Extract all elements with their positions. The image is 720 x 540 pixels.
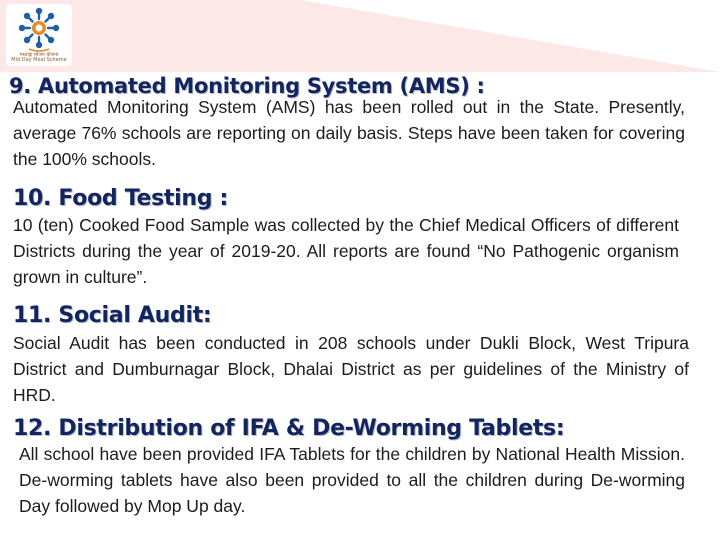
section-food-testing	[0, 186, 720, 290]
section-ifa-deworming	[0, 416, 720, 519]
mid-day-meal-logo	[6, 4, 72, 66]
heading-social-audit: 11. Social Audit:	[13, 303, 212, 328]
heading-ams: 9. Automated Monitoring System (AMS) :	[9, 74, 485, 98]
logo-caption-hindi: मध्याह्न भोजन योजना	[19, 52, 59, 58]
heading-food-testing: 10. Food Testing :	[13, 186, 229, 211]
section-social-audit	[0, 303, 720, 408]
heading-ifa-deworming: 12. Distribution of IFA & De-Worming Tablets:	[13, 416, 565, 441]
logo-caption	[6, 53, 72, 63]
logo-emblem-icon	[6, 4, 72, 54]
section-ams	[0, 74, 720, 172]
logo-caption-english: Mid Day Meal Scheme	[11, 57, 67, 63]
paragraph-ifa-deworming: All school have been provided IFA Tablets for the children by National Health Mission. De-worming tablets have also been provided to all the children during De-worming Day followed by Mop Up day.	[19, 444, 685, 516]
paragraph-ams: Automated Monitoring System (AMS) has been rolled out in the State. Presently, average 76% schools are reporting on daily basis. Steps have been taken for covering the 100% schools.	[13, 97, 685, 169]
paragraph-food-testing: 10 (ten) Cooked Food Sample was collected by the Chief Medical Officers of different Districts during the year of 2019-20. All reports are found “No Pathogenic organism grown in culture”.	[13, 215, 679, 287]
paragraph-social-audit: Social Audit has been conducted in 208 schools under Dukli Block, West Tripura District and Dumburnagar Block, Dhalai District as per guidelines of the Ministry of HRD.	[13, 333, 689, 405]
top-band	[0, 0, 720, 72]
